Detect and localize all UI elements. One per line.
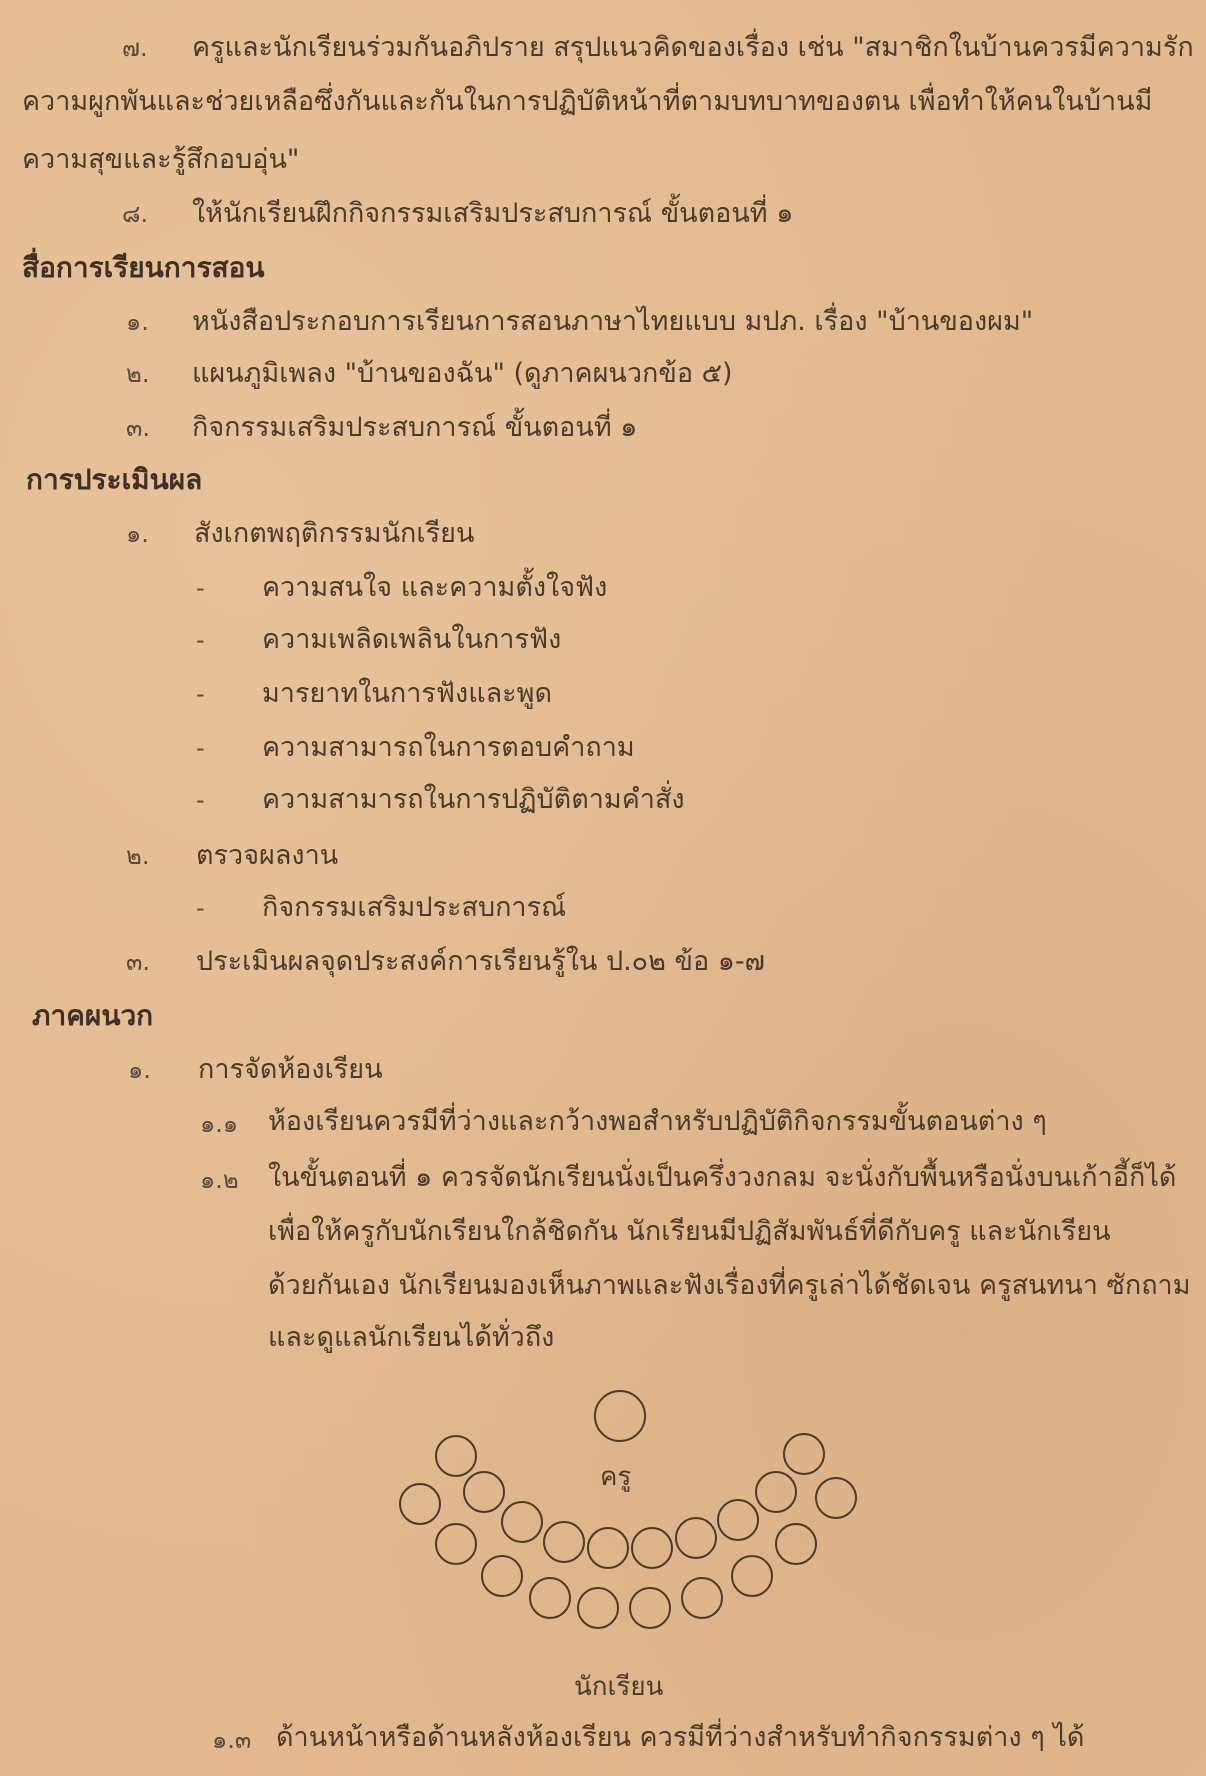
sub-list-item: ห้องเรียนควรมีที่ว่างและกว้างพอสำหรับปฏิบัติกิจกรรมขั้นตอนต่าง ๆ	[268, 1106, 1047, 1137]
item-number: ๓.	[126, 414, 151, 442]
bullet-dash: -	[196, 680, 205, 708]
item-number: ๑.	[126, 308, 149, 336]
sub-item-number: ๑.๓	[212, 1726, 252, 1754]
paragraph-line: ความสุขและรู้สึกอบอุ่น"	[22, 144, 300, 175]
list-item: หนังสือประกอบการเรียนการสอนภาษาไทยแบบ มปภ. เรื่อง "บ้านของผม"	[192, 306, 1034, 337]
paragraph-line: ด้วยกันเอง นักเรียนมองเห็นภาพและฟังเรื่องที่ครูเล่าได้ชัดเจน ครูสนทนา ซักถาม	[268, 1270, 1191, 1301]
teacher-seat	[595, 1391, 645, 1441]
sub-list-item: มารยาทในการฟังและพูด	[262, 678, 552, 709]
paragraph-line: ในขั้นตอนที่ ๑ ควรจัดนักเรียนนั่งเป็นครึ่งวงกลม จะนั่งกับพื้นหรือนั่งบนเก้าอี้ก็ได้	[268, 1162, 1177, 1193]
section-heading-evaluation: การประเมินผล	[26, 463, 203, 496]
section-heading-appendix: ภาคผนวก	[32, 999, 154, 1032]
item-number: ๓.	[126, 948, 151, 976]
sub-list-item: ความสามารถในการตอบคำถาม	[262, 732, 635, 763]
sub-list-item: ความสนใจ และความตั้งใจฟัง	[262, 572, 608, 603]
student-seat	[732, 1556, 772, 1596]
sub-item-number: ๑.๒	[200, 1166, 239, 1194]
students-label: นักเรียน	[574, 1672, 664, 1702]
student-seat	[436, 1524, 476, 1564]
item-number: ๑.	[128, 1056, 151, 1084]
student-seat	[632, 1528, 672, 1568]
student-seat	[544, 1522, 584, 1562]
student-seat	[682, 1578, 722, 1618]
student-seat	[464, 1472, 504, 1512]
sub-list-item: ด้านหน้าหรือด้านหลังห้องเรียน ควรมีที่ว่างสำหรับทำกิจกรรมต่าง ๆ ได้	[276, 1722, 1085, 1753]
item-number: ๑.	[126, 520, 149, 548]
section-heading-media: สื่อการเรียนการสอน	[22, 251, 265, 284]
list-item: กิจกรรมเสริมประสบการณ์ ขั้นตอนที่ ๑	[192, 412, 638, 443]
bullet-dash: -	[196, 894, 205, 922]
student-seat	[502, 1502, 542, 1542]
student-seat	[816, 1478, 856, 1518]
paragraph-line: ให้นักเรียนฝึกกิจกรรมเสริมประสบการณ์ ขั้นตอนที่ ๑	[192, 198, 794, 229]
paragraph-line: ความผูกพันและช่วยเหลือซึ่งกันและกันในการปฏิบัติหน้าที่ตามบทบาทของตน เพื่อทำให้คนในบ้านมี	[22, 86, 1153, 117]
student-seat	[784, 1434, 824, 1474]
student-seat	[436, 1436, 476, 1476]
teacher-label: ครู	[600, 1462, 632, 1492]
item-number: ๒.	[126, 842, 150, 870]
student-seat	[630, 1588, 670, 1628]
student-seat	[530, 1578, 570, 1618]
student-seat	[776, 1524, 816, 1564]
student-seat	[756, 1472, 796, 1512]
item-number: ๒.	[126, 360, 150, 388]
student-seat	[718, 1500, 758, 1540]
list-item: ประเมินผลจุดประสงค์การเรียนรู้ใน ป.๐๒ ข้อ ๑-๗	[196, 946, 765, 977]
seating-diagram	[380, 1380, 860, 1640]
bullet-dash: -	[196, 626, 205, 654]
list-item: การจัดห้องเรียน	[198, 1054, 383, 1085]
bullet-dash: -	[196, 786, 205, 814]
item-number: ๘.	[122, 200, 149, 228]
item-number: ๗.	[122, 34, 148, 62]
sub-list-item: ความสามารถในการปฏิบัติตามคำสั่ง	[262, 784, 685, 815]
student-seat	[400, 1484, 440, 1524]
list-item: แผนภูมิเพลง "บ้านของฉัน" (ดูภาคผนวกข้อ ๕)	[192, 358, 733, 389]
sub-item-number: ๑.๑	[200, 1110, 239, 1138]
paragraph-line: และดูแลนักเรียนได้ทั่วถึง	[268, 1322, 555, 1353]
paragraph-line: ครูและนักเรียนร่วมกันอภิปราย สรุปแนวคิดของเรื่อง เช่น "สมาชิกในบ้านควรมีความรัก	[192, 32, 1194, 63]
student-seat	[482, 1556, 522, 1596]
student-seat	[676, 1518, 716, 1558]
list-item: สังเกตพฤติกรรมนักเรียน	[194, 518, 475, 549]
student-seat	[578, 1588, 618, 1628]
bullet-dash: -	[196, 574, 205, 602]
student-seat	[588, 1528, 628, 1568]
list-item: ตรวจผลงาน	[196, 840, 339, 871]
sub-list-item: ความเพลิดเพลินในการฟัง	[262, 624, 562, 655]
paragraph-line: เพื่อให้ครูกับนักเรียนใกล้ชิดกัน นักเรียนมีปฏิสัมพันธ์ที่ดีกับครู และนักเรียน	[268, 1216, 1111, 1247]
bullet-dash: -	[196, 734, 205, 762]
sub-list-item: กิจกรรมเสริมประสบการณ์	[262, 892, 567, 923]
